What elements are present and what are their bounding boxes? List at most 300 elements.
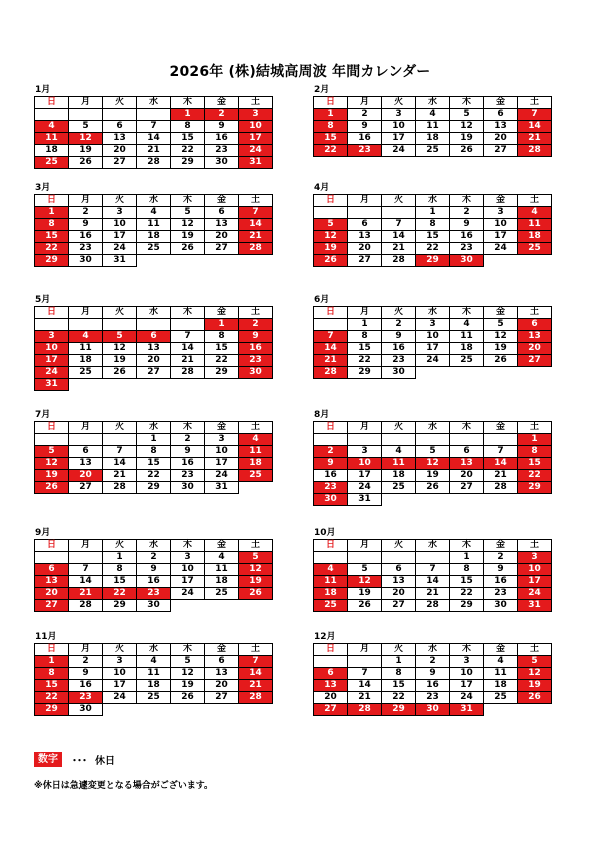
month-label: 3月 xyxy=(35,183,51,193)
weekday-header: 日 xyxy=(35,307,69,319)
month-calendar xyxy=(313,85,552,157)
day-cell: 26 xyxy=(450,145,484,157)
weekday-header: 水 xyxy=(137,540,171,552)
day-cell: 27 xyxy=(518,355,552,367)
month-calendar xyxy=(34,183,273,267)
weekday-header: 火 xyxy=(103,307,137,319)
empty-day-cell xyxy=(103,379,137,391)
week-row xyxy=(314,692,552,704)
day-cell: 24 xyxy=(171,588,205,600)
day-cell: 21 xyxy=(314,355,348,367)
day-cell: 27 xyxy=(348,255,382,267)
day-cell: 3 xyxy=(416,319,450,331)
weekday-header: 月 xyxy=(348,307,382,319)
weekday-header: 木 xyxy=(171,644,205,656)
weekday-header: 金 xyxy=(484,195,518,207)
week-row xyxy=(35,343,273,355)
empty-day-cell xyxy=(484,494,518,506)
day-cell: 1 xyxy=(205,319,239,331)
weekday-header: 火 xyxy=(103,540,137,552)
week-row xyxy=(314,446,552,458)
day-cell: 23 xyxy=(69,692,103,704)
day-cell: 20 xyxy=(348,243,382,255)
day-cell: 31 xyxy=(205,482,239,494)
legend-holiday-swatch: 数字 xyxy=(34,752,62,767)
day-cell: 9 xyxy=(205,121,239,133)
day-cell: 15 xyxy=(382,680,416,692)
day-cell: 15 xyxy=(137,458,171,470)
day-cell: 16 xyxy=(239,343,273,355)
empty-day-cell xyxy=(314,552,348,564)
day-cell: 19 xyxy=(35,470,69,482)
day-cell: 10 xyxy=(103,668,137,680)
empty-day-cell xyxy=(314,656,348,668)
day-cell: 21 xyxy=(484,470,518,482)
day-cell: 13 xyxy=(35,576,69,588)
week-row xyxy=(314,219,552,231)
day-cell: 15 xyxy=(35,680,69,692)
empty-day-cell xyxy=(35,552,69,564)
day-cell: 12 xyxy=(416,458,450,470)
day-cell: 16 xyxy=(416,680,450,692)
day-cell: 28 xyxy=(484,482,518,494)
month-calendar xyxy=(313,183,552,267)
weekday-header: 火 xyxy=(382,644,416,656)
day-cell: 26 xyxy=(35,482,69,494)
weekday-header: 日 xyxy=(314,422,348,434)
empty-day-cell xyxy=(314,434,348,446)
week-row xyxy=(35,588,273,600)
day-cell: 19 xyxy=(348,588,382,600)
week-row xyxy=(35,355,273,367)
day-cell: 11 xyxy=(484,668,518,680)
weekday-header: 月 xyxy=(348,540,382,552)
day-cell: 6 xyxy=(450,446,484,458)
day-cell: 22 xyxy=(382,692,416,704)
day-cell: 17 xyxy=(171,576,205,588)
day-cell: 30 xyxy=(205,157,239,169)
week-row xyxy=(314,576,552,588)
day-cell: 6 xyxy=(382,564,416,576)
day-cell: 13 xyxy=(69,458,103,470)
week-row xyxy=(35,656,273,668)
empty-day-cell xyxy=(416,367,450,379)
empty-day-cell xyxy=(103,319,137,331)
day-cell: 23 xyxy=(416,692,450,704)
empty-day-cell xyxy=(314,207,348,219)
weekday-header: 金 xyxy=(484,97,518,109)
day-cell: 21 xyxy=(382,243,416,255)
weekday-header: 金 xyxy=(205,422,239,434)
day-cell: 15 xyxy=(416,231,450,243)
day-cell: 9 xyxy=(137,564,171,576)
month-label: 1月 xyxy=(35,85,51,95)
day-cell: 19 xyxy=(171,231,205,243)
day-cell: 7 xyxy=(484,446,518,458)
day-cell: 25 xyxy=(416,145,450,157)
day-cell: 28 xyxy=(416,600,450,612)
empty-day-cell xyxy=(348,656,382,668)
day-cell: 22 xyxy=(103,588,137,600)
day-cell: 5 xyxy=(416,446,450,458)
holiday-change-note: ※休日は急遽変更となる場合がございます。 xyxy=(34,781,214,791)
day-cell: 3 xyxy=(171,552,205,564)
day-cell: 20 xyxy=(35,588,69,600)
day-cell: 9 xyxy=(171,446,205,458)
day-cell: 3 xyxy=(103,656,137,668)
weekday-header-row xyxy=(314,195,552,207)
day-cell: 18 xyxy=(69,355,103,367)
day-cell: 30 xyxy=(450,255,484,267)
day-cell: 28 xyxy=(239,692,273,704)
day-cell: 28 xyxy=(69,600,103,612)
empty-day-cell xyxy=(239,379,273,391)
month-table xyxy=(34,421,273,494)
empty-day-cell xyxy=(205,379,239,391)
day-cell: 21 xyxy=(171,355,205,367)
day-cell: 21 xyxy=(416,588,450,600)
weekday-header: 月 xyxy=(69,307,103,319)
day-cell: 22 xyxy=(35,692,69,704)
day-cell: 25 xyxy=(35,157,69,169)
day-cell: 16 xyxy=(382,343,416,355)
day-cell: 11 xyxy=(382,458,416,470)
day-cell: 28 xyxy=(382,255,416,267)
day-cell: 2 xyxy=(450,207,484,219)
day-cell: 3 xyxy=(205,434,239,446)
week-row xyxy=(314,494,552,506)
day-cell: 20 xyxy=(205,231,239,243)
day-cell: 8 xyxy=(382,668,416,680)
empty-day-cell xyxy=(450,367,484,379)
day-cell: 29 xyxy=(35,255,69,267)
day-cell: 30 xyxy=(69,704,103,716)
weekday-header: 土 xyxy=(239,195,273,207)
week-row xyxy=(314,355,552,367)
week-row xyxy=(35,576,273,588)
day-cell: 7 xyxy=(348,668,382,680)
day-cell: 12 xyxy=(484,331,518,343)
week-row xyxy=(314,434,552,446)
day-cell: 4 xyxy=(35,121,69,133)
weekday-header: 土 xyxy=(239,540,273,552)
weekday-header: 火 xyxy=(382,307,416,319)
day-cell: 2 xyxy=(382,319,416,331)
weekday-header: 火 xyxy=(103,644,137,656)
day-cell: 12 xyxy=(103,343,137,355)
day-cell: 14 xyxy=(348,680,382,692)
day-cell: 5 xyxy=(103,331,137,343)
day-cell: 11 xyxy=(450,331,484,343)
day-cell: 7 xyxy=(382,219,416,231)
day-cell: 16 xyxy=(69,231,103,243)
day-cell: 26 xyxy=(103,367,137,379)
weekday-header-row xyxy=(314,644,552,656)
weekday-header: 金 xyxy=(205,195,239,207)
day-cell: 27 xyxy=(382,600,416,612)
day-cell: 11 xyxy=(239,446,273,458)
day-cell: 25 xyxy=(137,243,171,255)
weekday-header: 水 xyxy=(416,540,450,552)
day-cell: 7 xyxy=(239,656,273,668)
week-row xyxy=(314,680,552,692)
day-cell: 17 xyxy=(348,470,382,482)
day-cell: 15 xyxy=(518,458,552,470)
day-cell: 13 xyxy=(382,576,416,588)
weekday-header: 木 xyxy=(450,540,484,552)
day-cell: 19 xyxy=(239,576,273,588)
day-cell: 20 xyxy=(382,588,416,600)
day-cell: 26 xyxy=(171,692,205,704)
month-label: 4月 xyxy=(314,183,330,193)
day-cell: 10 xyxy=(239,121,273,133)
weekday-header: 土 xyxy=(518,307,552,319)
day-cell: 27 xyxy=(69,482,103,494)
empty-day-cell xyxy=(35,434,69,446)
day-cell: 30 xyxy=(239,367,273,379)
weekday-header: 日 xyxy=(314,307,348,319)
day-cell: 20 xyxy=(450,470,484,482)
day-cell: 26 xyxy=(348,600,382,612)
day-cell: 1 xyxy=(314,109,348,121)
empty-day-cell xyxy=(518,367,552,379)
day-cell: 18 xyxy=(35,145,69,157)
weekday-header: 木 xyxy=(171,97,205,109)
month-label: 7月 xyxy=(35,410,51,420)
empty-day-cell xyxy=(205,255,239,267)
day-cell: 22 xyxy=(171,145,205,157)
week-row xyxy=(314,564,552,576)
day-cell: 3 xyxy=(382,109,416,121)
week-row xyxy=(35,255,273,267)
day-cell: 15 xyxy=(35,231,69,243)
empty-day-cell xyxy=(484,434,518,446)
day-cell: 27 xyxy=(314,704,348,716)
week-row xyxy=(35,231,273,243)
empty-day-cell xyxy=(382,434,416,446)
day-cell: 3 xyxy=(239,109,273,121)
day-cell: 11 xyxy=(137,668,171,680)
weekday-header: 月 xyxy=(69,422,103,434)
day-cell: 16 xyxy=(69,680,103,692)
day-cell: 29 xyxy=(348,367,382,379)
day-cell: 31 xyxy=(35,379,69,391)
day-cell: 18 xyxy=(484,680,518,692)
month-calendar xyxy=(313,528,552,612)
day-cell: 22 xyxy=(137,470,171,482)
weekday-header: 水 xyxy=(137,195,171,207)
day-cell: 12 xyxy=(35,458,69,470)
day-cell: 27 xyxy=(450,482,484,494)
month-calendar xyxy=(34,295,273,391)
empty-day-cell xyxy=(518,704,552,716)
day-cell: 14 xyxy=(239,668,273,680)
day-cell: 19 xyxy=(69,145,103,157)
empty-day-cell xyxy=(314,319,348,331)
day-cell: 6 xyxy=(35,564,69,576)
day-cell: 19 xyxy=(103,355,137,367)
weekday-header: 木 xyxy=(171,307,205,319)
weekday-header-row xyxy=(35,644,273,656)
weekday-header: 月 xyxy=(69,195,103,207)
day-cell: 24 xyxy=(103,692,137,704)
empty-day-cell xyxy=(484,367,518,379)
weekday-header: 水 xyxy=(416,97,450,109)
day-cell: 29 xyxy=(450,600,484,612)
weekday-header: 日 xyxy=(35,540,69,552)
week-row xyxy=(35,482,273,494)
day-cell: 22 xyxy=(416,243,450,255)
day-cell: 18 xyxy=(137,680,171,692)
weekday-header: 木 xyxy=(450,422,484,434)
month-table xyxy=(313,421,552,506)
day-cell: 21 xyxy=(348,692,382,704)
day-cell: 2 xyxy=(484,552,518,564)
empty-day-cell xyxy=(137,319,171,331)
month-label: 11月 xyxy=(35,632,57,642)
day-cell: 12 xyxy=(69,133,103,145)
day-cell: 13 xyxy=(137,343,171,355)
week-row xyxy=(35,668,273,680)
empty-day-cell xyxy=(69,379,103,391)
empty-day-cell xyxy=(416,434,450,446)
day-cell: 24 xyxy=(35,367,69,379)
day-cell: 2 xyxy=(171,434,205,446)
day-cell: 8 xyxy=(171,121,205,133)
empty-day-cell xyxy=(239,704,273,716)
day-cell: 27 xyxy=(137,367,171,379)
day-cell: 30 xyxy=(382,367,416,379)
day-cell: 10 xyxy=(171,564,205,576)
month-table xyxy=(34,194,273,267)
day-cell: 10 xyxy=(35,343,69,355)
day-cell: 12 xyxy=(348,576,382,588)
weekday-header: 日 xyxy=(314,97,348,109)
day-cell: 8 xyxy=(518,446,552,458)
empty-day-cell xyxy=(239,482,273,494)
weekday-header: 金 xyxy=(205,97,239,109)
day-cell: 10 xyxy=(518,564,552,576)
day-cell: 14 xyxy=(518,121,552,133)
day-cell: 23 xyxy=(239,355,273,367)
day-cell: 1 xyxy=(348,319,382,331)
weekday-header: 火 xyxy=(103,422,137,434)
day-cell: 1 xyxy=(35,656,69,668)
day-cell: 18 xyxy=(137,231,171,243)
weekday-header-row xyxy=(314,540,552,552)
day-cell: 28 xyxy=(239,243,273,255)
month-calendar xyxy=(313,632,552,716)
day-cell: 17 xyxy=(35,355,69,367)
day-cell: 6 xyxy=(518,319,552,331)
day-cell: 4 xyxy=(137,207,171,219)
day-cell: 20 xyxy=(314,692,348,704)
month-label: 9月 xyxy=(35,528,51,538)
day-cell: 25 xyxy=(382,482,416,494)
day-cell: 29 xyxy=(35,704,69,716)
day-cell: 1 xyxy=(35,207,69,219)
weekday-header: 月 xyxy=(348,644,382,656)
empty-day-cell xyxy=(171,600,205,612)
day-cell: 14 xyxy=(314,343,348,355)
day-cell: 23 xyxy=(171,470,205,482)
day-cell: 11 xyxy=(205,564,239,576)
weekday-header: 木 xyxy=(450,97,484,109)
day-cell: 31 xyxy=(450,704,484,716)
day-cell: 25 xyxy=(69,367,103,379)
empty-day-cell xyxy=(382,207,416,219)
day-cell: 13 xyxy=(450,458,484,470)
day-cell: 30 xyxy=(416,704,450,716)
day-cell: 27 xyxy=(205,243,239,255)
week-row xyxy=(314,343,552,355)
weekday-header: 土 xyxy=(518,195,552,207)
day-cell: 29 xyxy=(382,704,416,716)
day-cell: 24 xyxy=(518,588,552,600)
legend-dots: ･･･ xyxy=(72,756,87,767)
empty-day-cell xyxy=(69,319,103,331)
week-row xyxy=(35,145,273,157)
day-cell: 2 xyxy=(314,446,348,458)
weekday-header: 火 xyxy=(382,540,416,552)
month-table xyxy=(313,306,552,379)
week-row xyxy=(35,109,273,121)
day-cell: 8 xyxy=(35,219,69,231)
day-cell: 7 xyxy=(69,564,103,576)
page-title: 2026年 (株)結城高周波 年間カレンダー xyxy=(169,64,431,80)
day-cell: 4 xyxy=(518,207,552,219)
day-cell: 6 xyxy=(137,331,171,343)
day-cell: 9 xyxy=(450,219,484,231)
empty-day-cell xyxy=(137,255,171,267)
day-cell: 15 xyxy=(205,343,239,355)
day-cell: 9 xyxy=(69,668,103,680)
day-cell: 13 xyxy=(103,133,137,145)
empty-day-cell xyxy=(416,494,450,506)
day-cell: 4 xyxy=(382,446,416,458)
day-cell: 3 xyxy=(484,207,518,219)
day-cell: 28 xyxy=(518,145,552,157)
day-cell: 19 xyxy=(484,343,518,355)
month-label: 5月 xyxy=(35,295,51,305)
day-cell: 8 xyxy=(103,564,137,576)
weekday-header: 木 xyxy=(450,307,484,319)
day-cell: 20 xyxy=(205,680,239,692)
day-cell: 27 xyxy=(35,600,69,612)
empty-day-cell xyxy=(35,109,69,121)
day-cell: 19 xyxy=(416,470,450,482)
weekday-header: 日 xyxy=(35,97,69,109)
weekday-header-row xyxy=(35,422,273,434)
weekday-header: 木 xyxy=(171,422,205,434)
weekday-header: 日 xyxy=(314,540,348,552)
day-cell: 26 xyxy=(69,157,103,169)
week-row xyxy=(314,145,552,157)
day-cell: 12 xyxy=(314,231,348,243)
day-cell: 7 xyxy=(137,121,171,133)
week-row xyxy=(314,331,552,343)
day-cell: 27 xyxy=(205,692,239,704)
day-cell: 21 xyxy=(239,680,273,692)
day-cell: 14 xyxy=(239,219,273,231)
day-cell: 7 xyxy=(171,331,205,343)
day-cell: 4 xyxy=(205,552,239,564)
day-cell: 1 xyxy=(137,434,171,446)
day-cell: 23 xyxy=(348,145,382,157)
day-cell: 24 xyxy=(103,243,137,255)
week-row xyxy=(314,600,552,612)
day-cell: 8 xyxy=(35,668,69,680)
